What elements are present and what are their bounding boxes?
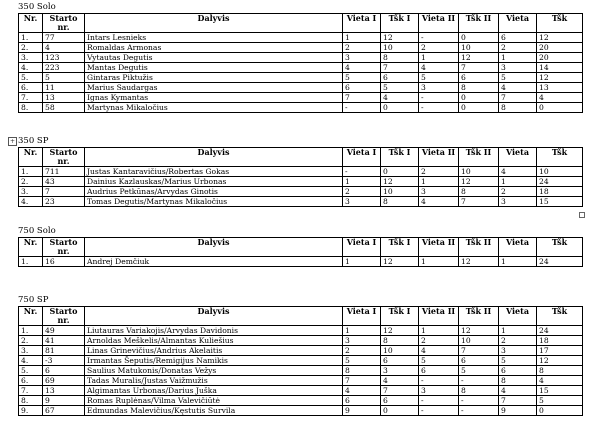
cell-dalyvis: Tomas Degutis/Martynas Mikaločius xyxy=(85,197,343,207)
section-750-solo xyxy=(18,226,582,267)
cell-tsk-ii: 8 xyxy=(459,187,499,197)
cell-vieta-ii: 4 xyxy=(419,346,459,356)
cell-vieta-ii: - xyxy=(419,376,459,386)
cell-tsk: 18 xyxy=(537,336,583,346)
cell-vieta: 1 xyxy=(499,177,537,187)
cell-tsk: 0 xyxy=(537,103,583,113)
table-header-row xyxy=(19,238,583,257)
cell-tsk-ii: 12 xyxy=(459,326,499,336)
col-header-vieta-i: Vieta I xyxy=(343,148,381,167)
table-row xyxy=(19,33,583,43)
col-header-vieta-i: Vieta I xyxy=(343,14,381,33)
cell-dalyvis: Intars Lesnieks xyxy=(85,33,343,43)
cell-vieta-ii: - xyxy=(419,396,459,406)
col-header-vieta: Vieta xyxy=(499,14,537,33)
table-row xyxy=(19,366,583,376)
cell-dalyvis: Algimantas Urbonas/Darius Juška xyxy=(85,386,343,396)
col-header-vieta: Vieta xyxy=(499,307,537,326)
cell-starto-nr: 711 xyxy=(43,167,85,177)
col-header-starto-nr: Starto nr. xyxy=(43,148,85,167)
table-row xyxy=(19,197,583,207)
table-row xyxy=(19,346,583,356)
cell-starto-nr: 41 xyxy=(43,336,85,346)
cell-tsk: 20 xyxy=(537,43,583,53)
cell-tsk-i: 6 xyxy=(381,73,419,83)
cell-vieta-ii: 2 xyxy=(419,336,459,346)
cell-starto-nr: 7 xyxy=(43,187,85,197)
cell-tsk-ii: 5 xyxy=(459,366,499,376)
cell-vieta: 4 xyxy=(499,167,537,177)
cell-starto-nr: -3 xyxy=(43,356,85,366)
cell-dalyvis: Audrius Petkūnas/Arvydas Ginotis xyxy=(85,187,343,197)
table-row xyxy=(19,53,583,63)
cell-vieta: 2 xyxy=(499,336,537,346)
table-row xyxy=(19,386,583,396)
cell-vieta-ii: 2 xyxy=(419,43,459,53)
cell-vieta-ii: 1 xyxy=(419,177,459,187)
cell-tsk: 5 xyxy=(537,396,583,406)
col-header-vieta: Vieta xyxy=(499,148,537,167)
cell-vieta-i: 1 xyxy=(343,177,381,187)
cell-tsk: 10 xyxy=(537,167,583,177)
cell-vieta-ii: 1 xyxy=(419,326,459,336)
col-header-vieta-i: Vieta I xyxy=(343,307,381,326)
cell-dalyvis: Justas Kantaravičius/Robertas Gokas xyxy=(85,167,343,177)
table-header-row xyxy=(19,307,583,326)
cell-vieta: 1 xyxy=(499,326,537,336)
cell-vieta-i: 9 xyxy=(343,406,381,416)
col-header-tsk-i: Tšk I xyxy=(381,14,419,33)
cell-tsk-i: 6 xyxy=(381,356,419,366)
cell-tsk-i: 10 xyxy=(381,43,419,53)
cell-nr: 7. xyxy=(19,386,43,396)
cell-dalyvis: Linas Grinevičius/Andrius Akelaitis xyxy=(85,346,343,356)
col-header-vieta-ii: Vieta II xyxy=(419,238,459,257)
cell-vieta-ii: - xyxy=(419,103,459,113)
cell-vieta-ii: 4 xyxy=(419,63,459,73)
cell-vieta-ii: 2 xyxy=(419,167,459,177)
cell-tsk-ii: 12 xyxy=(459,177,499,187)
col-header-starto-nr: Starto nr. xyxy=(43,14,85,33)
cell-nr: 5. xyxy=(19,73,43,83)
cell-vieta: 5 xyxy=(499,356,537,366)
cell-tsk-ii: 8 xyxy=(459,83,499,93)
table-row xyxy=(19,73,583,83)
cell-nr: 3. xyxy=(19,53,43,63)
cell-starto-nr: 49 xyxy=(43,326,85,336)
table-row xyxy=(19,43,583,53)
cell-tsk: 12 xyxy=(537,73,583,83)
cell-vieta-i: 6 xyxy=(343,396,381,406)
cell-vieta: 2 xyxy=(499,187,537,197)
cell-vieta: 9 xyxy=(499,406,537,416)
cell-tsk-i: 4 xyxy=(381,376,419,386)
table-header-row xyxy=(19,14,583,33)
cell-vieta-i: 4 xyxy=(343,63,381,73)
cell-nr: 8. xyxy=(19,396,43,406)
cell-nr: 4. xyxy=(19,197,43,207)
cell-vieta: 8 xyxy=(499,376,537,386)
cell-tsk-i: 10 xyxy=(381,346,419,356)
col-header-dalyvis: Dalyvis xyxy=(85,148,343,167)
cell-vieta: 5 xyxy=(499,73,537,83)
section-caption: 750 SP xyxy=(18,295,49,305)
cell-tsk-ii: 10 xyxy=(459,336,499,346)
cell-vieta-i: 1 xyxy=(343,257,381,267)
table-row xyxy=(19,167,583,177)
table-row xyxy=(19,83,583,93)
cell-vieta-ii: 5 xyxy=(419,73,459,83)
cell-tsk-i: 8 xyxy=(381,53,419,63)
table-row xyxy=(19,103,583,113)
cell-starto-nr: 4 xyxy=(43,43,85,53)
cell-tsk-i: 0 xyxy=(381,406,419,416)
cell-dalyvis: Andrej Demčiuk xyxy=(85,257,343,267)
cell-vieta-i: 5 xyxy=(343,73,381,83)
cell-dalyvis: Irmantas Šeputis/Remigijus Namikis xyxy=(85,356,343,366)
cell-starto-nr: 5 xyxy=(43,73,85,83)
cell-vieta: 3 xyxy=(499,197,537,207)
cell-vieta-i: 3 xyxy=(343,197,381,207)
results-table xyxy=(18,147,583,207)
cell-tsk: 15 xyxy=(537,386,583,396)
cell-vieta-ii: - xyxy=(419,93,459,103)
cell-tsk-ii: 0 xyxy=(459,93,499,103)
table-row xyxy=(19,257,583,267)
cell-tsk-i: 0 xyxy=(381,167,419,177)
cell-tsk-i: 12 xyxy=(381,33,419,43)
cell-dalyvis: Arnoldas Meškelis/Almantas Kuliešius xyxy=(85,336,343,346)
cell-vieta-i: 7 xyxy=(343,93,381,103)
table-header-row xyxy=(19,148,583,167)
cell-dalyvis: Liutauras Variakojis/Arvydas Davidonis xyxy=(85,326,343,336)
cell-vieta-i: 2 xyxy=(343,43,381,53)
cell-vieta-ii: 3 xyxy=(419,386,459,396)
cell-dalyvis: Romas Ruplėnas/Vilma Valevičiūtė xyxy=(85,396,343,406)
table-row xyxy=(19,177,583,187)
cell-tsk-ii: 0 xyxy=(459,103,499,113)
cell-vieta-i: 2 xyxy=(343,346,381,356)
cell-starto-nr: 67 xyxy=(43,406,85,416)
cell-vieta: 2 xyxy=(499,43,537,53)
cell-vieta: 7 xyxy=(499,93,537,103)
cell-dalyvis: Dainius Kazlauskas/Marius Urbonas xyxy=(85,177,343,187)
cell-nr: 7. xyxy=(19,93,43,103)
cell-vieta-i: - xyxy=(343,167,381,177)
section-750-sp xyxy=(18,295,582,416)
cell-starto-nr: 13 xyxy=(43,386,85,396)
table-row xyxy=(19,376,583,386)
cell-tsk: 0 xyxy=(537,406,583,416)
cell-nr: 6. xyxy=(19,376,43,386)
table-row xyxy=(19,63,583,73)
col-header-dalyvis: Dalyvis xyxy=(85,14,343,33)
cell-vieta-ii: 1 xyxy=(419,53,459,63)
cell-dalyvis: Tadas Muralis/Justas Vaižmužis xyxy=(85,376,343,386)
cell-vieta-i: 2 xyxy=(343,187,381,197)
cell-tsk: 24 xyxy=(537,326,583,336)
col-header-tsk-i: Tšk I xyxy=(381,148,419,167)
cell-vieta-i: 6 xyxy=(343,83,381,93)
col-header-tsk: Tšk xyxy=(537,307,583,326)
cell-tsk-ii: 12 xyxy=(459,53,499,63)
cell-nr: 4. xyxy=(19,356,43,366)
cell-nr: 1. xyxy=(19,326,43,336)
cell-tsk-i: 10 xyxy=(381,187,419,197)
table-row xyxy=(19,406,583,416)
cell-tsk: 4 xyxy=(537,376,583,386)
cell-tsk-ii: 8 xyxy=(459,386,499,396)
col-header-tsk-i: Tšk I xyxy=(381,307,419,326)
table-resize-handle[interactable] xyxy=(579,212,585,218)
cell-tsk-i: 7 xyxy=(381,63,419,73)
cell-dalyvis: Romaldas Armonas xyxy=(85,43,343,53)
cell-vieta: 4 xyxy=(499,386,537,396)
cell-vieta: 1 xyxy=(499,53,537,63)
cell-starto-nr: 58 xyxy=(43,103,85,113)
cell-tsk-ii: - xyxy=(459,406,499,416)
cell-vieta: 7 xyxy=(499,396,537,406)
cell-nr: 4. xyxy=(19,63,43,73)
cell-starto-nr: 16 xyxy=(43,257,85,267)
cell-tsk: 24 xyxy=(537,257,583,267)
col-header-tsk-i: Tšk I xyxy=(381,238,419,257)
cell-tsk: 24 xyxy=(537,177,583,187)
cell-nr: 1. xyxy=(19,33,43,43)
cell-vieta-ii: - xyxy=(419,406,459,416)
cell-tsk: 13 xyxy=(537,83,583,93)
cell-vieta-i: 7 xyxy=(343,376,381,386)
cell-tsk-ii: 7 xyxy=(459,346,499,356)
section-caption: 350 Solo xyxy=(18,2,56,12)
cell-vieta-i: 1 xyxy=(343,326,381,336)
col-header-starto-nr: Starto nr. xyxy=(43,307,85,326)
cell-nr: 3. xyxy=(19,346,43,356)
results-table xyxy=(18,306,583,416)
cell-tsk-ii: 7 xyxy=(459,197,499,207)
cell-nr: 9. xyxy=(19,406,43,416)
section-caption: 350 SP xyxy=(18,136,49,146)
cell-tsk: 20 xyxy=(537,53,583,63)
cell-starto-nr: 13 xyxy=(43,93,85,103)
cell-tsk-i: 12 xyxy=(381,257,419,267)
table-row xyxy=(19,187,583,197)
col-header-dalyvis: Dalyvis xyxy=(85,307,343,326)
table-row xyxy=(19,396,583,406)
col-header-starto-nr: Starto nr. xyxy=(43,238,85,257)
cell-tsk: 12 xyxy=(537,33,583,43)
cell-tsk-i: 8 xyxy=(381,197,419,207)
cell-vieta-i: 4 xyxy=(343,386,381,396)
cell-dalyvis: Edmundas Malevičius/Kęstutis Survila xyxy=(85,406,343,416)
cell-tsk: 8 xyxy=(537,366,583,376)
cell-starto-nr: 77 xyxy=(43,33,85,43)
cell-nr: 6. xyxy=(19,83,43,93)
cell-tsk-ii: 6 xyxy=(459,356,499,366)
cell-tsk-i: 4 xyxy=(381,93,419,103)
cell-nr: 3. xyxy=(19,187,43,197)
col-header-tsk: Tšk xyxy=(537,238,583,257)
cell-vieta-i: - xyxy=(343,103,381,113)
section-350-solo xyxy=(18,2,582,113)
cell-nr: 1. xyxy=(19,167,43,177)
results-table xyxy=(18,13,583,113)
cell-vieta: 4 xyxy=(499,83,537,93)
cell-starto-nr: 43 xyxy=(43,177,85,187)
cell-tsk-i: 12 xyxy=(381,177,419,187)
cell-vieta: 8 xyxy=(499,103,537,113)
cell-tsk-ii: 10 xyxy=(459,167,499,177)
cell-tsk: 18 xyxy=(537,187,583,197)
cell-starto-nr: 9 xyxy=(43,396,85,406)
cell-vieta-ii: 1 xyxy=(419,257,459,267)
cell-tsk-ii: 7 xyxy=(459,63,499,73)
col-header-tsk: Tšk xyxy=(537,148,583,167)
cell-tsk: 12 xyxy=(537,356,583,366)
cell-nr: 2. xyxy=(19,177,43,187)
cell-tsk-i: 7 xyxy=(381,386,419,396)
cell-tsk-i: 3 xyxy=(381,366,419,376)
cell-nr: 8. xyxy=(19,103,43,113)
cell-tsk: 14 xyxy=(537,63,583,73)
table-row xyxy=(19,356,583,366)
cell-dalyvis: Gintaras Piktužis xyxy=(85,73,343,83)
col-header-vieta-ii: Vieta II xyxy=(419,14,459,33)
cell-tsk-i: 8 xyxy=(381,336,419,346)
col-header-nr: Nr. xyxy=(19,238,43,257)
cell-tsk-i: 0 xyxy=(381,103,419,113)
col-header-nr: Nr. xyxy=(19,307,43,326)
col-header-vieta-i: Vieta I xyxy=(343,238,381,257)
table-row xyxy=(19,326,583,336)
cell-tsk-ii: - xyxy=(459,376,499,386)
cell-starto-nr: 69 xyxy=(43,376,85,386)
cell-vieta-ii: 3 xyxy=(419,187,459,197)
col-header-nr: Nr. xyxy=(19,14,43,33)
col-header-tsk-ii: Tšk II xyxy=(459,307,499,326)
section-350-sp xyxy=(18,136,582,207)
cell-vieta-i: 5 xyxy=(343,356,381,366)
cell-vieta-i: 3 xyxy=(343,53,381,63)
col-header-vieta-ii: Vieta II xyxy=(419,148,459,167)
cell-starto-nr: 223 xyxy=(43,63,85,73)
col-header-tsk-ii: Tšk II xyxy=(459,14,499,33)
cell-dalyvis: Martynas Mikaločius xyxy=(85,103,343,113)
cell-vieta-ii: 6 xyxy=(419,366,459,376)
table-move-handle[interactable]: + xyxy=(9,138,16,145)
table-row xyxy=(19,93,583,103)
col-header-tsk-ii: Tšk II xyxy=(459,238,499,257)
cell-nr: 5. xyxy=(19,366,43,376)
cell-vieta-i: 1 xyxy=(343,33,381,43)
cell-dalyvis: Marius Saudargas xyxy=(85,83,343,93)
cell-nr: 2. xyxy=(19,336,43,346)
cell-vieta: 6 xyxy=(499,33,537,43)
results-table xyxy=(18,237,583,267)
cell-tsk-ii: 6 xyxy=(459,73,499,83)
section-caption: 750 Solo xyxy=(18,226,56,236)
cell-nr: 1. xyxy=(19,257,43,267)
cell-tsk-i: 6 xyxy=(381,396,419,406)
cell-dalyvis: Saulius Matukonis/Donatas Vežys xyxy=(85,366,343,376)
col-header-nr: Nr. xyxy=(19,148,43,167)
cell-dalyvis: Mantas Degutis xyxy=(85,63,343,73)
cell-vieta-ii: 3 xyxy=(419,83,459,93)
cell-tsk-ii: - xyxy=(459,396,499,406)
col-header-dalyvis: Dalyvis xyxy=(85,238,343,257)
col-header-tsk: Tšk xyxy=(537,14,583,33)
cell-tsk: 4 xyxy=(537,93,583,103)
cell-vieta-i: 8 xyxy=(343,366,381,376)
cell-tsk-i: 5 xyxy=(381,83,419,93)
cell-dalyvis: Ignas Kymantas xyxy=(85,93,343,103)
cell-nr: 2. xyxy=(19,43,43,53)
cell-vieta: 3 xyxy=(499,346,537,356)
cell-vieta-ii: 4 xyxy=(419,197,459,207)
cell-tsk-ii: 10 xyxy=(459,43,499,53)
col-header-vieta: Vieta xyxy=(499,238,537,257)
col-header-tsk-ii: Tšk II xyxy=(459,148,499,167)
cell-starto-nr: 11 xyxy=(43,83,85,93)
cell-vieta-ii: - xyxy=(419,33,459,43)
cell-starto-nr: 123 xyxy=(43,53,85,63)
cell-dalyvis: Vytautas Degutis xyxy=(85,53,343,63)
cell-starto-nr: 23 xyxy=(43,197,85,207)
table-row xyxy=(19,336,583,346)
cell-tsk: 15 xyxy=(537,197,583,207)
cell-tsk-ii: 12 xyxy=(459,257,499,267)
col-header-vieta-ii: Vieta II xyxy=(419,307,459,326)
cell-starto-nr: 6 xyxy=(43,366,85,376)
cell-tsk-i: 12 xyxy=(381,326,419,336)
cell-starto-nr: 81 xyxy=(43,346,85,356)
cell-vieta: 6 xyxy=(499,366,537,376)
cell-vieta: 1 xyxy=(499,257,537,267)
cell-vieta: 3 xyxy=(499,63,537,73)
cell-tsk-ii: 0 xyxy=(459,33,499,43)
cell-tsk: 17 xyxy=(537,346,583,356)
cell-vieta-ii: 5 xyxy=(419,356,459,366)
cell-vieta-i: 3 xyxy=(343,336,381,346)
